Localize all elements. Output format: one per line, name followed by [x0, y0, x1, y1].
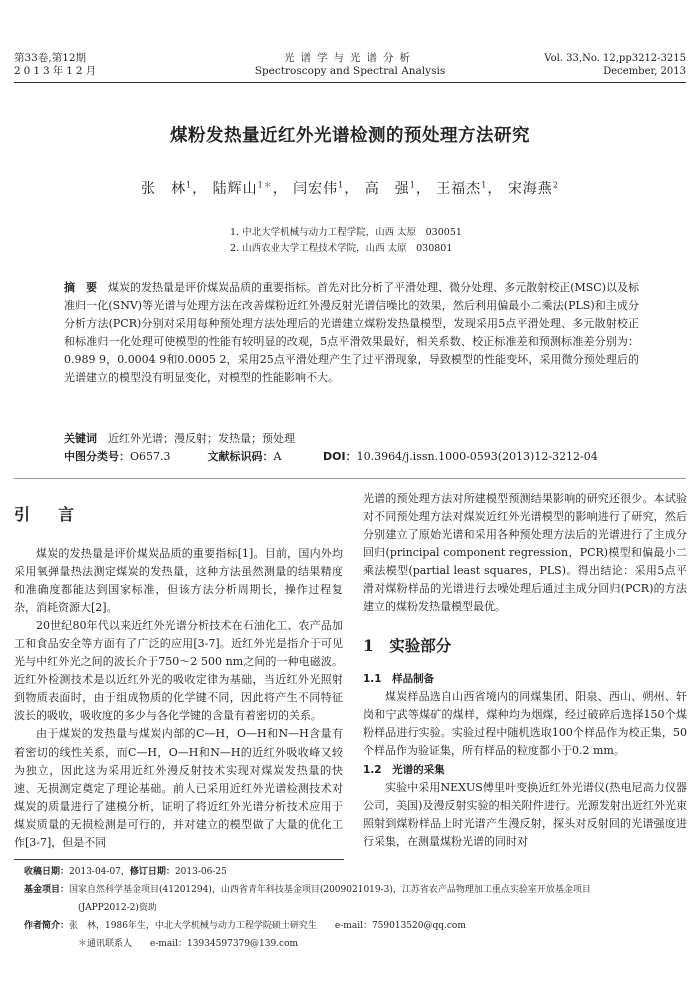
section-heading: 1 实验部分: [363, 636, 452, 656]
paragraph: 由于煤炭的发热量与煤炭内部的C—H，O—H和N—H含量有着密切的线性关系，而C—H，O—H和N—H的近红外吸收峰又较为独立，因此这为采用近红外漫反射技术实现对煤炭发热量的快速、无损测定奠定了理论基础。前人已采用近红外光谱检测技术对煤炭的质量进行了建模分析，证明了将近红外光谱分析技术应用于煤炭质量的无损检测是可行的，并对建立的模型做了大量的优化工作[3-7]，但是不同: [14, 727, 343, 849]
journal-name-en: Spectroscopy and Spectral Analysis: [254, 65, 446, 77]
paragraph: 煤炭的发热量是评价煤炭品质的重要指标[1]。目前，国内外均采用氧弹量热法测定煤炭的发热量，这种方法虽然测量的结果精度和准确度都能达到国家标准，但该方法分析周期长，操作过程复杂，消耗资源大[2]。: [14, 547, 343, 615]
keywords: [64, 430, 295, 448]
header-divider: [14, 82, 686, 83]
affiliations: [230, 225, 462, 257]
doi-value: 10.3964/j.issn.1000-0593(2013)12-3212-04: [356, 450, 598, 463]
author: 陆辉山$^{1*}$，: [212, 180, 288, 197]
received-date: 收稿日期：2013-04-07，修订日期：2013-06-25: [24, 867, 227, 877]
author-list: [0, 178, 700, 198]
clc-value: O657.3: [130, 450, 171, 463]
doc-code-value: A: [273, 450, 282, 463]
footnotes: [24, 863, 694, 953]
doc-code-label: 文献标识码：: [207, 450, 274, 463]
affiliation: 1. 中北大学机械与动力工程学院，山西 太原 030051: [230, 227, 462, 238]
classification-row: [64, 448, 598, 466]
subsection-heading: 1.1 样品制备: [363, 673, 435, 686]
section-divider: [14, 478, 686, 479]
abstract: [64, 279, 639, 387]
paragraph: 20世纪80年代以来近红外光谱分析技术在石油化工、农产品加工和食品安全等方面有了广泛的应用[3-7]。近红外光是指介于可见光与中红外光之间的波长介于750～2 500 nm之间的一种电磁波。近红外检测技术是以近红外光的吸收定律为基础，当近红外光照射到物质表面时，由于组成物质的化学键不同，因此将产生不同特征波长的吸收，吸收度的多少与各化学键的含量有着密切的关系。: [14, 619, 343, 723]
intro-heading: 引 言: [14, 505, 81, 524]
author: 高 强$^1$，: [364, 180, 431, 197]
corresponding-author: ＊通讯联系人 e-mail：13934597379@139.com: [78, 939, 299, 949]
doi-label: DOI：: [323, 450, 357, 463]
author: 闫宏伟$^1$，: [293, 180, 360, 197]
fund-info: 基金项目：国家自然科学基金项目(41201294)，山西省青年科技基金项目(2009021019-3)，江苏省农产品物理加工重点实验室开放基金项目: [24, 885, 591, 895]
journal-name-cn: 光谱学与光谱分析: [284, 52, 416, 64]
volume-issue: 第33卷,第12期: [14, 52, 87, 64]
volume-pages: Vol. 33,No. 12,pp3212-3215: [544, 53, 686, 64]
publication-date: December, 2013: [603, 66, 686, 77]
paragraph: 煤炭样品选自山西省境内的同煤集团、阳泉、西山、朔州、轩岗和宁武等煤矿的煤样，煤种均为烟煤，经过破碎后选择150个煤粉样品进行实验。实验过程中随机选取100个样品作为校正集，50个样品作为验证集，所有样品的粒度都小于0.2 mm。: [363, 690, 687, 758]
author: 王福杰$^1$，: [436, 180, 503, 197]
keywords-label: 关键词: [64, 432, 97, 445]
journal-pages-info: [544, 52, 686, 78]
paper-title: 煤粉发热量近红外光谱检测的预处理方法研究: [170, 126, 530, 146]
footnote-divider: [14, 859, 344, 860]
paragraph: 实验中采用NEXUS傅里叶变换近红外光谱仪(热电尼高力仪器公司，美国)及漫反射实验的相关附件进行。光源发射出近红外光束照射到煤粉样品上时光谱产生漫反射，探头对反射回的光谱强度进行采集，在测量煤粉光谱的同时对: [363, 780, 687, 848]
paragraph: 光谱的预处理方法对所建模型预测结果影响的研究还很少。本试验对不同预处理方法对煤炭近红外光谱模型的影响进行了研究，然后分别建立了原始光谱和采用各种预处理方法后的光谱进行了主成分回归(principal component regression，PCR)模型和偏最小二乘法模型(partial least squares，PLS)。得出结论：采用5点平滑对煤粉样品的光谱进行去噪处理后通过主成分回归(PCR)的方法建立的煤粉发热量模型最优。: [363, 492, 687, 614]
fund-info-cont: (JAPP2012-2)资助: [78, 903, 157, 913]
keywords-text: 近红外光谱；漫反射；发热量；预处理: [108, 432, 295, 445]
author: 张 林$^1$，: [141, 180, 208, 197]
left-column: [14, 490, 343, 852]
abstract-label: 摘 要: [64, 281, 98, 294]
abstract-text: 煤炭的发热量是评价煤炭品质的重要指标。首先对比分析了平滑处理、微分处理、多元散射校正(MSC)以及标准归一化(SNV)等光谱与处理方法在改善煤粉近红外漫反射光谱信噪比的效果，然后利用偏最小二乘法(PLS)和主成分分析方法(PCR)分别对采用每种预处理方法处理后的光谱建立煤粉发热量模型，发现采用5点平滑处理、多元散射校正和标准归一化处理可使模型的性能有较明显的改观，5点平滑效果最好，相关系数、校正标准差和预测标准差分别为：0.989 9，0.0004 9和0.0005 2，采用25点平滑处理产生了过平滑现象，导致模型的性能变坏，采用微分预处理后的光谱建立的模型没有明显变化，对模型的性能影响不大。: [64, 281, 640, 384]
affiliation: 2. 山西农业大学工程技术学院，山西 太原 030801: [230, 243, 453, 254]
author-bio: 作者简介：张 林，1986年生，中北大学机械与动力工程学院硕士研究生 e-mail：759013520@qq.com: [24, 921, 466, 931]
subsection-heading: 1.2 光谱的采集: [363, 763, 445, 776]
author: 宋海燕$^2$: [507, 180, 559, 197]
clc-label: 中图分类号：: [64, 450, 130, 463]
right-column: [363, 490, 687, 851]
issue-date: 2013年12月: [14, 65, 100, 77]
